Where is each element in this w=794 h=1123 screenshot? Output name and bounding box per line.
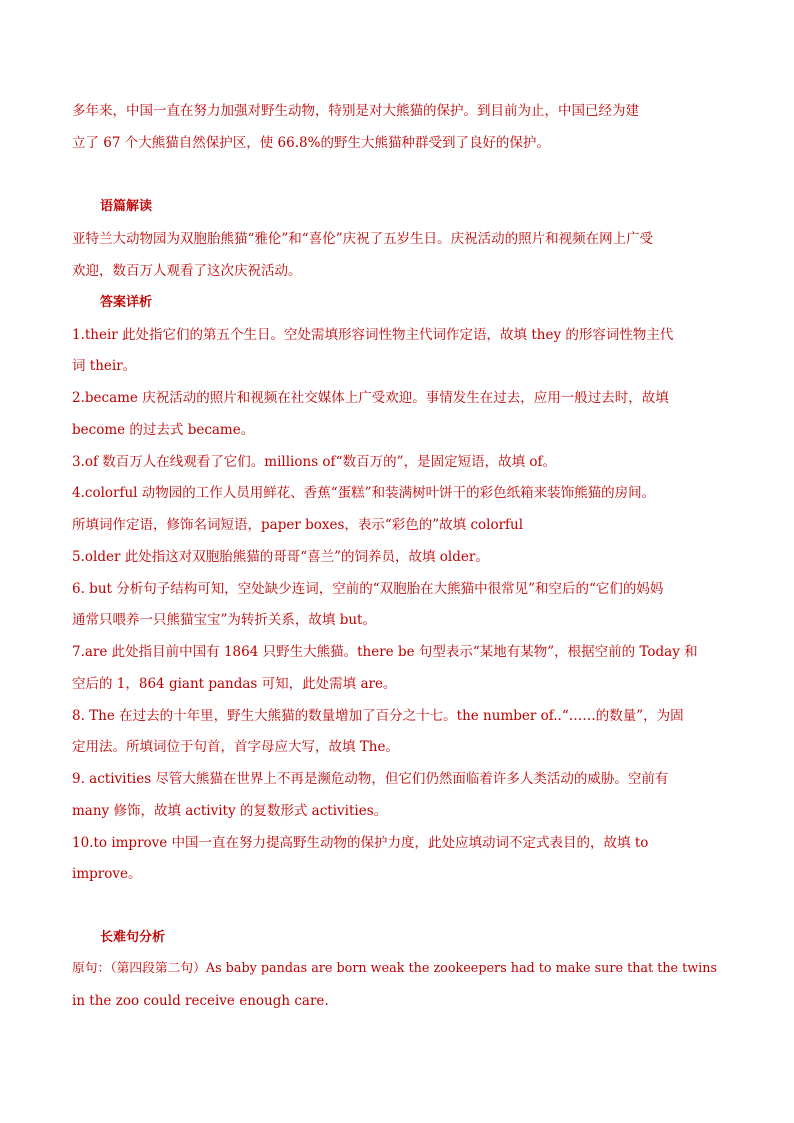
answer-8-line-1: 8. The 在过去的十年里，野生大熊猫的数量增加了百分之十七。the number of..“……的数量”，为固 xyxy=(72,708,684,724)
answer-7-line-2: 空后的 1，864 giant pandas 可知，此处需填 are。 xyxy=(72,676,397,692)
answer-4-line-2: 所填词作定语，修饰名词短语，paper boxes，表示“彩色的”故填 colorful xyxy=(72,517,524,533)
answer-10-line-1: 10.to improve 中国一直在努力提高野生动物的保护力度，此处应填动词不定式表目的，故填 to xyxy=(72,835,649,851)
answer-4-line-1: 4.colorful 动物园的工作人员用鲜花、香蕉“蛋糕”和装满树叶饼干的彩色纸箱来装饰熊猫的房间。 xyxy=(72,485,656,501)
analysis-line-2: in the zoo could receive enough care. xyxy=(72,993,329,1009)
reading-line-2: 欢迎，数百万人观看了这次庆祝活动。 xyxy=(72,263,302,279)
answer-1-line-1: 1.their 此处指它们的第五个生日。空处需填形容词性物主代词作定语，故填 they 的形容词性物主代 xyxy=(72,327,674,343)
answer-9-line-1: 9. activities 尽管大熊猫在世界上不再是濒危动物，但它们仍然面临着许多人类活动的威胁。空前有 xyxy=(72,771,669,787)
answer-3-line-1: 3.of 数百万人在线观看了它们。millions of“数百万的”，是固定短语，故填 of。 xyxy=(72,454,557,470)
intro-line-2: 立了 67 个大熊猫自然保护区，使 66.8%的野生大熊猫种群受到了良好的保护。 xyxy=(72,135,550,151)
answer-2-line-1: 2.became 庆祝活动的照片和视频在社交媒体上广受欢迎。事情发生在过去，应用一般过去时，故填 xyxy=(72,390,669,406)
answer-2-line-2: become 的过去式 became。 xyxy=(72,422,255,438)
answer-8-line-2: 定用法。所填词位于句首，首字母应大写，故填 The。 xyxy=(72,739,399,755)
reading-line-1: 亚特兰大动物园为双胞胎熊猫“雅伦”和“喜伦”庆祝了五岁生日。庆祝活动的照片和视频在网上广受 xyxy=(72,231,654,247)
answer-10-line-2: improve。 xyxy=(72,866,142,882)
analysis-line-1: 原句：（第四段第二句）As baby pandas are born weak the zookeepers had to make sure that the twins xyxy=(72,961,718,976)
reading-heading: 语篇解读 xyxy=(100,199,153,214)
intro-line-1: 多年来，中国一直在努力加强对野生动物，特别是对大熊猫的保护。到目前为止，中国已经为建 xyxy=(72,103,639,119)
answer-9-line-2: many 修饰，故填 activity 的复数形式 activities。 xyxy=(72,803,388,819)
analysis-heading: 长难句分析 xyxy=(100,930,166,945)
answer-7-line-1: 7.are 此处指目前中国有 1864 只野生大熊猫。there be 句型表示“某地有某物”，根据空前的 Today 和 xyxy=(72,644,698,660)
answer-5-line-1: 5.older 此处指这对双胞胎熊猫的哥哥“喜兰”的饲养员，故填 older。 xyxy=(72,549,489,565)
answer-6-line-2: 通常只喂养一只熊猫宝宝”为转折关系，故填 but。 xyxy=(72,612,376,628)
answer-6-line-1: 6. but 分析句子结构可知，空处缺少连词，空前的“双胞胎在大熊猫中很常见”和空后的“它们的妈妈 xyxy=(72,581,664,597)
answer-1-line-2: 词 their。 xyxy=(72,358,137,374)
answers-heading: 答案详析 xyxy=(100,295,153,310)
